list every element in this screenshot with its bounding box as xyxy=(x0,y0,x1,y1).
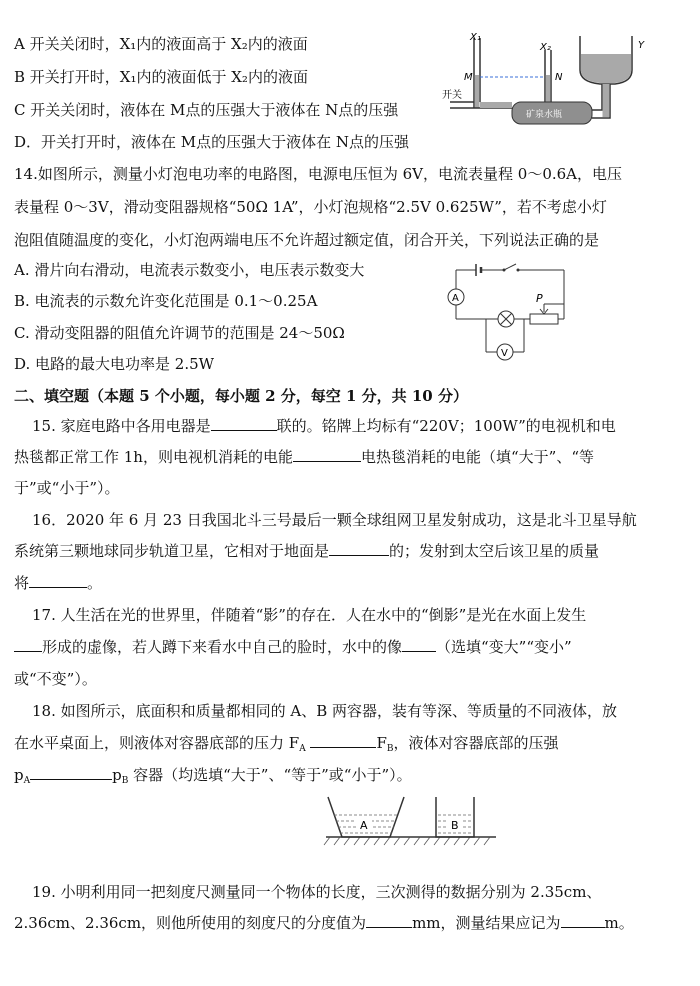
slider-p-label: P xyxy=(536,292,543,305)
bottle-label: 矿泉水瓶 xyxy=(526,110,563,120)
q15-line2: 热毯都正常工作 1h，则电视机消耗的电能 电热毯消耗的电能（填“大于”、“等 xyxy=(14,448,594,466)
section-2-heading: 二、填空题（本题 5 个小题，每小题 2 分，每空 1 分，共 10 分） xyxy=(14,387,468,405)
m-label: M xyxy=(464,72,473,83)
q16-line3: 将 。 xyxy=(14,574,103,592)
x2-label: X₂ xyxy=(540,42,551,53)
q17-line3: 或“不变”）。 xyxy=(14,670,97,688)
switch-label: 开关 xyxy=(442,90,462,101)
x1-label: X₁ xyxy=(470,32,481,43)
q14-circuit-figure xyxy=(436,262,576,362)
q17-line2: 形成的虚像，若人蹲下来看水中自己的脸时，水中的像 （选填“变大”“变小” xyxy=(14,637,572,657)
q18-blank-2[interactable] xyxy=(30,765,112,780)
q14-stem-line3: 泡阻值随温度的变化，小灯泡两端电压不允许超过额定值，闭合开关，下列说法正确的是 xyxy=(14,231,600,249)
q15-line1: 15. 家庭电路中各用电器是 联的。铭牌上均标有“220V；100W”的电视机和电 xyxy=(32,417,616,435)
q14-stem-line2: 表量程 0～3V，滑动变阻器规格“50Ω 1A”，小灯泡规格“2.5V 0.625W”，若不考虑小灯 xyxy=(14,198,607,216)
q14-stem-line1: 14.如图所示，测量小灯泡电功率的电路图，电源电压恒为 6V，电流表量程 0～0.6A，电压 xyxy=(14,165,623,183)
q15-blank-2[interactable] xyxy=(293,447,361,462)
q18-line2: 在水平桌面上，则液体对容器底部的压力 $F_A$ $F_B$，液体对容器底部的压强 xyxy=(14,734,559,754)
q18-line3: $p_A$ $p_B$ 容器（均选填“大于”、“等于”或“小于”）。 xyxy=(14,766,412,786)
q17-blank-1[interactable] xyxy=(14,637,42,652)
q16-blank-2[interactable] xyxy=(29,573,87,588)
q18-blank-1[interactable] xyxy=(310,733,376,748)
q13-option-b: B 开关打开时，X₁内的液面低于 X₂内的液面 xyxy=(14,68,308,86)
q16-line1: 16．2020 年 6 月 23 日我国北斗三号最后一颗全球组网卫星发射成功，这是北斗卫星导航 xyxy=(32,511,637,529)
q19-line2: 2.36cm、2.36cm，则他所使用的刻度尺的分度值为 mm，测量结果应记为 m。 xyxy=(14,914,634,932)
q14-option-c: C. 滑动变阻器的阻值允许调节的范围是 24～50Ω xyxy=(14,324,345,342)
q15-line3: 于”或“小于”）。 xyxy=(14,479,120,497)
q16-blank-1[interactable] xyxy=(329,541,389,556)
q19-line1: 19. 小明利用同一把刻度尺测量同一个物体的长度，三次测得的数据分别为 2.35cm、 xyxy=(32,883,602,901)
q18-line1: 18. 如图所示，底面积和质量都相同的 A、B 两容器，装有等深、等质量的不同液体，放 xyxy=(32,702,618,720)
q13-option-d: D．开关打开时，液体在 M点的压强大于液体在 N点的压强 xyxy=(14,133,410,151)
y-label: Y xyxy=(638,40,645,51)
q19-blank-1[interactable] xyxy=(366,913,412,928)
voltmeter-symbol: V xyxy=(501,348,508,359)
ammeter-symbol: A xyxy=(452,293,459,304)
q15-blank-1[interactable] xyxy=(211,416,277,431)
q13-option-a: A 开关关闭时，X₁内的液面高于 X₂内的液面 xyxy=(14,35,308,53)
q16-line2: 系统第三颗地球同步轨道卫星，它相对于地面是 的；发射到太空后该卫星的质量 xyxy=(14,542,600,560)
q14-option-a: A. 滑片向右滑动，电流表示数变小，电压表示数变大 xyxy=(14,261,365,279)
q19-blank-2[interactable] xyxy=(561,913,605,928)
q14-option-d: D. 电路的最大电功率是 2.5W xyxy=(14,355,215,373)
q13-figure xyxy=(440,30,665,135)
container-b-label: B xyxy=(451,819,459,832)
container-a-label: A xyxy=(360,819,368,832)
q17-blank-2[interactable] xyxy=(402,637,436,652)
q18-containers-figure xyxy=(320,795,500,850)
q14-option-b: B. 电流表的示数允许变化范围是 0.1～0.25A xyxy=(14,292,318,310)
q13-option-c: C 开关关闭时，液体在 M点的压强大于液体在 N点的压强 xyxy=(14,101,399,119)
q17-line1: 17. 人生活在光的世界里，伴随着“影”的存在．人在水中的“倒影”是光在水面上发生 xyxy=(32,606,587,624)
n-label: N xyxy=(555,72,563,83)
